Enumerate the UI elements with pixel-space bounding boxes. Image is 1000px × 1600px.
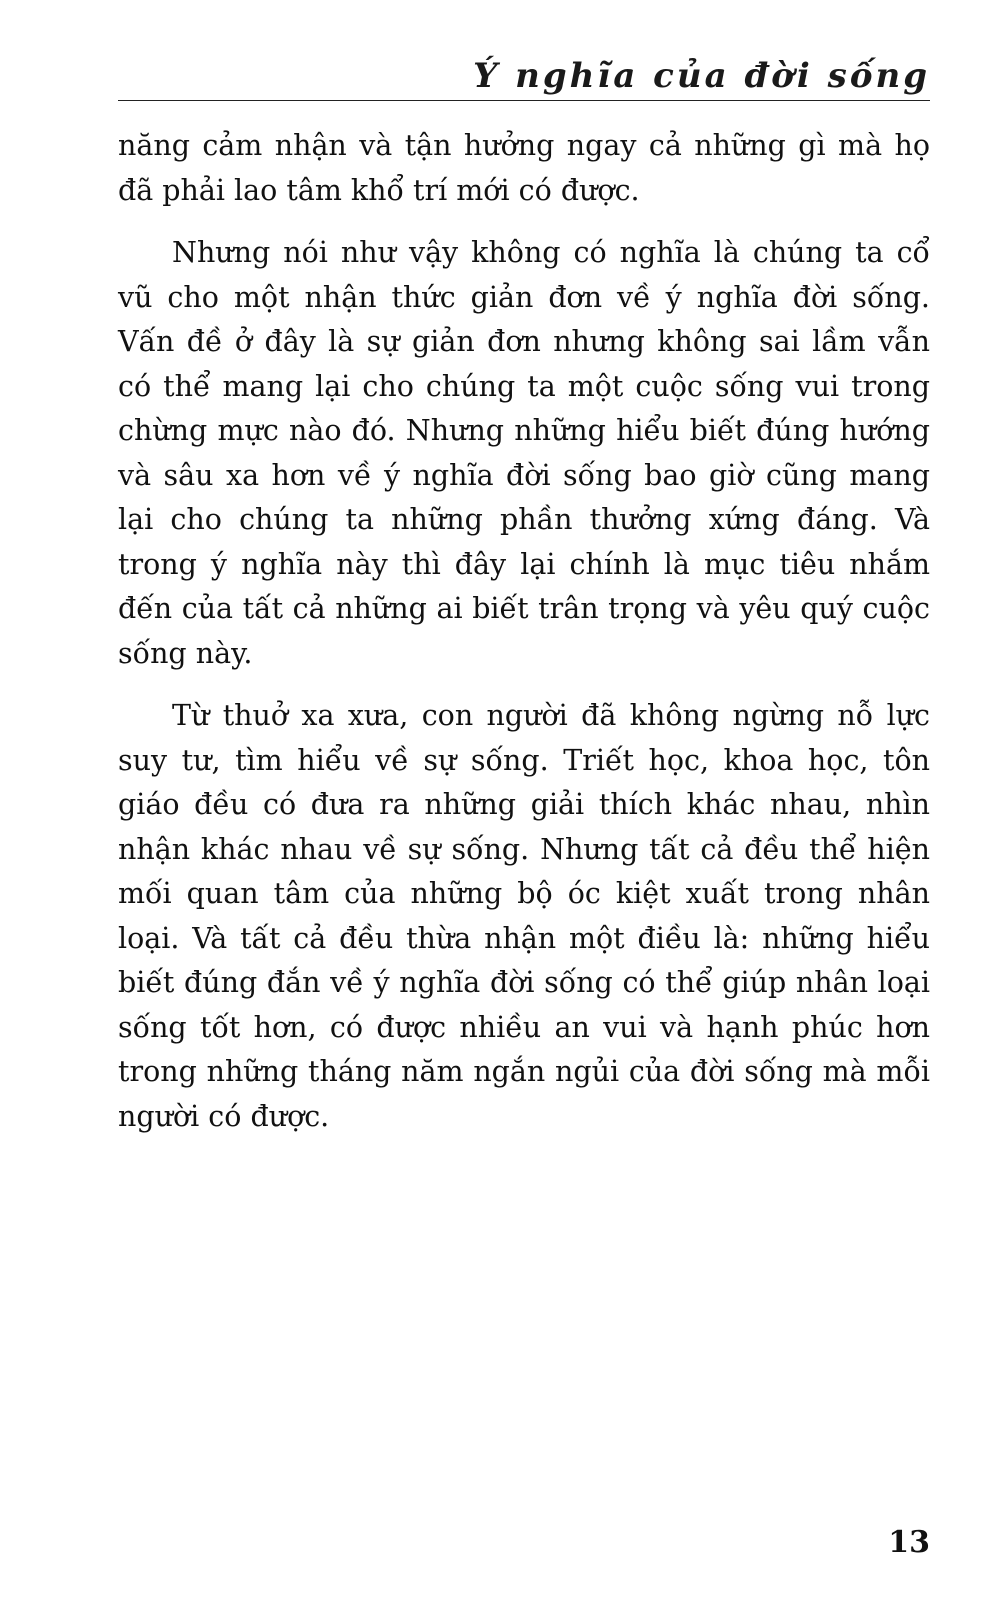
paragraph: Nhưng nói như vậy không có nghĩa là chúng ta cổ vũ cho một nhận thức giản đơn về ý nghĩa đời sống. Vấn đề ở đây là sự giản đơn nhưng không sai lầm vẫn có thể mang lại cho chúng ta một cuộc sống vui trong chừng mực nào đó. Nhưng những hiểu biết đúng hướng và sâu xa hơn về ý nghĩa đời sống bao giờ cũng mang lại cho chúng ta những phần thưởng xứng đáng. Và trong ý nghĩa này thì đây lại chính là mục tiêu nhắm đến của tất cả những ai biết trân trọng và yêu quý cuộc sống này. (118, 236, 930, 670)
running-title: Ý nghĩa của đời sống (473, 56, 930, 96)
paragraph: Từ thuở xa xưa, con người đã không ngừng nỗ lực suy tư, tìm hiểu về sự sống. Triết học, khoa học, tôn giáo đều có đưa ra những giải thích khác nhau, nhìn nhận khác nhau về sự sống. Nhưng tất cả đều thể hiện mối quan tâm của những bộ óc kiệt xuất trong nhân loại. Và tất cả đều thừa nhận một điều là: những hiểu biết đúng đắn về ý nghĩa đời sống có thể giúp nhân loại sống tốt hơn, có được nhiều an vui và hạnh phúc hơn trong những tháng năm ngắn ngủi của đời sống mà mỗi người có được. (118, 699, 930, 1133)
page-number: 13 (888, 1525, 930, 1560)
paragraph-continuation: năng cảm nhận và tận hưởng ngay cả những gì mà họ đã phải lao tâm khổ trí mới có được. (118, 129, 930, 207)
running-header (118, 56, 930, 101)
body-text (118, 124, 930, 1157)
